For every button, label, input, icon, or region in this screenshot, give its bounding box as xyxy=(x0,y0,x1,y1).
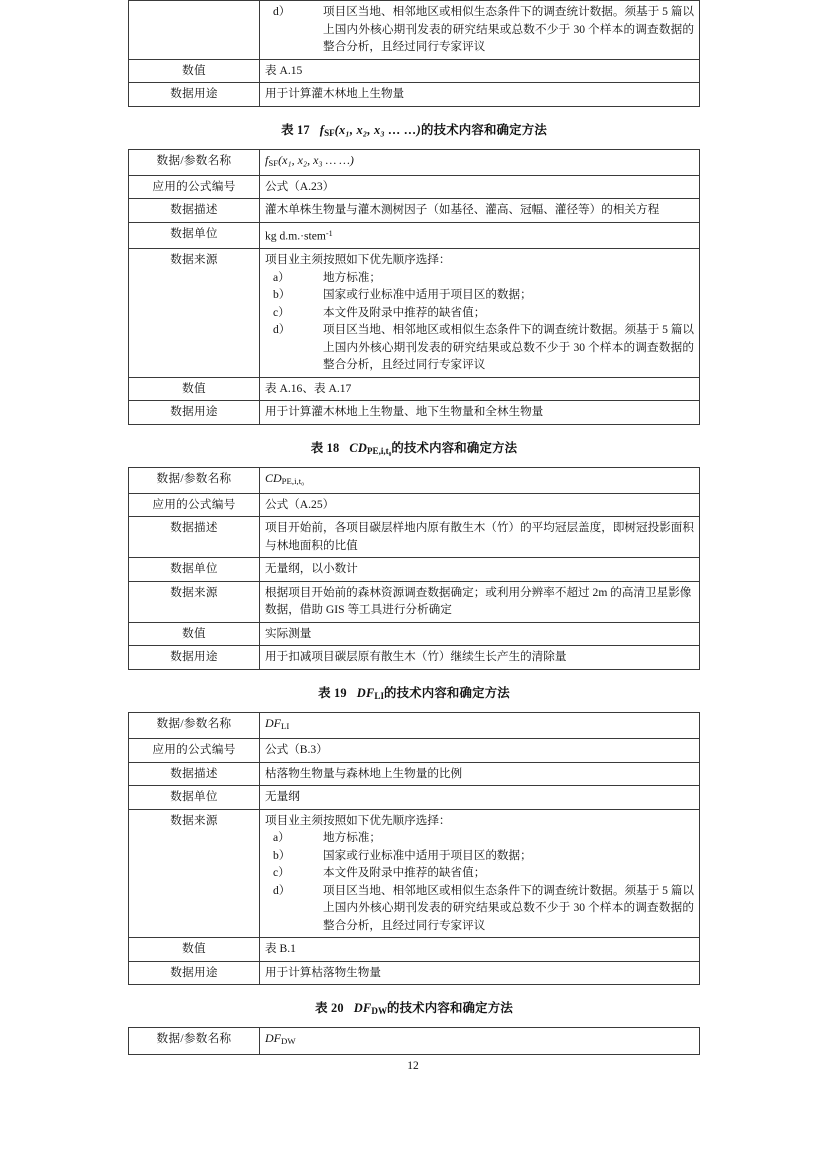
cell-value: 表 A.16、表 A.17 xyxy=(260,377,700,401)
cell-label-unit: 数据单位 xyxy=(129,558,260,582)
cell-label-name: 数据/参数名称 xyxy=(129,712,260,738)
caption-tail: 的技术内容和确定方法 xyxy=(383,685,510,700)
caption-number: 表 20 xyxy=(315,1001,344,1016)
list-marker: a） xyxy=(273,270,290,284)
caption-number: 表 19 xyxy=(318,685,347,700)
parameter-symbol: $DF_{DW}$ xyxy=(265,1031,296,1047)
list-text: 地方标准； xyxy=(323,831,381,845)
list-text: 项目区当地、相邻地区或相似生态条件下的调查统计数据。须基于 5 篇以上国内外核心期刊发表的研究结果或总数不少于 30 个样本的调查数据的整合分析，且经过同行专家评议 xyxy=(323,323,695,372)
cell-label-name: 数据/参数名称 xyxy=(129,467,260,493)
table-row xyxy=(129,377,700,401)
list-marker: d） xyxy=(273,883,291,897)
list-marker: c） xyxy=(273,866,290,880)
table-row xyxy=(129,581,700,622)
cell-unit: kg d.m.·stem$^{-1}$ xyxy=(260,222,700,248)
cell-usage: 用于扣减项目碳层原有散生木（竹）继续生长产生的清除量 xyxy=(260,646,700,670)
table-row xyxy=(129,712,700,738)
table-row xyxy=(129,199,700,223)
list-item xyxy=(265,304,694,322)
table-row xyxy=(129,809,700,938)
table-row xyxy=(129,222,700,248)
list-text: 国家或行业标准中适用于项目区的数据； xyxy=(323,848,532,862)
caption-symbol: $DF_{LI}$ xyxy=(356,685,384,701)
caption-tail: 的技术内容和确定方法 xyxy=(391,440,518,455)
list-item xyxy=(265,286,694,304)
list-item xyxy=(265,321,694,374)
table-row xyxy=(129,786,700,810)
cell-label-value: 数值 xyxy=(129,377,260,401)
cell-formula-no: 公式（A.25） xyxy=(260,493,700,517)
cell-label-usage: 数据用途 xyxy=(129,646,260,670)
table-row xyxy=(129,1,700,60)
cell-label-formula-no: 应用的公式编号 xyxy=(129,493,260,517)
caption-symbol: $CD_{PE,i,t_0}$ xyxy=(349,440,392,456)
cell-label-usage: 数据用途 xyxy=(129,961,260,985)
table-row xyxy=(129,517,700,558)
list-text: 项目区当地、相邻地区或相似生态条件下的调查统计数据。须基于 5 篇以上国内外核心期刊发表的研究结果或总数不少于 30 个样本的调查数据的整合分析，且经过同行专家评议 xyxy=(323,883,695,932)
caption-number: 表 18 xyxy=(310,440,340,455)
cell-usage: 用于计算灌木林地上生物量 xyxy=(260,83,700,107)
cell-label-usage: 数据用途 xyxy=(129,401,260,425)
page-number: 12 xyxy=(407,1060,419,1072)
cell-source-item-d xyxy=(260,1,700,60)
cell-formula-no: 公式（A.23） xyxy=(260,175,700,199)
table-row xyxy=(129,961,700,985)
list-item xyxy=(265,882,694,935)
list-text: 项目区当地、相邻地区或相似生态条件下的调查统计数据。须基于 5 篇以上国内外核心期刊发表的研究结果或总数不少于 30 个样本的调查数据的整合分析，且经过同行专家评议 xyxy=(323,5,695,53)
table-row xyxy=(129,646,700,670)
caption-tail: 的技术内容和确定方法 xyxy=(387,1001,513,1016)
parameter-symbol: $f_{SF}(x_1$, x₂, x₃ … …) xyxy=(265,152,354,168)
caption-tail: 的技术内容和确定方法 xyxy=(421,122,547,137)
cell-formula-no: 公式（B.3） xyxy=(260,739,700,763)
table-row xyxy=(129,622,700,646)
parameter-symbol: $DF_{LI}$ xyxy=(265,715,290,731)
cell-name xyxy=(260,712,700,738)
list-marker: a） xyxy=(273,831,290,845)
cell-value: 实际测量 xyxy=(260,622,700,646)
cell-label-usage: 数据用途 xyxy=(129,83,260,107)
cell-value: 表 B.1 xyxy=(260,938,700,962)
cell-label-unit: 数据单位 xyxy=(129,786,260,810)
cell-label-formula-no: 应用的公式编号 xyxy=(129,739,260,763)
cell-unit: 无量纲 xyxy=(260,786,700,810)
table-18 xyxy=(128,467,700,670)
cell-unit: 无量纲，以小数计 xyxy=(260,558,700,582)
cell-label-description: 数据描述 xyxy=(129,517,260,558)
table-row xyxy=(129,938,700,962)
table-row xyxy=(129,249,700,378)
caption-table-20 xyxy=(128,985,700,1027)
cell-description: 枯落物生物量与森林地上生物量的比例 xyxy=(260,762,700,786)
page-content xyxy=(128,0,700,1055)
table-row xyxy=(129,401,700,425)
cell-name xyxy=(260,467,700,493)
table-row xyxy=(129,762,700,786)
source-intro: 项目业主须按照如下优先顺序选择： xyxy=(265,813,451,827)
cell-name xyxy=(260,1028,700,1054)
list-item xyxy=(265,847,694,865)
cell-value: 表 A.15 xyxy=(260,59,700,83)
table-row xyxy=(129,558,700,582)
cell-source xyxy=(260,809,700,938)
table-row xyxy=(129,59,700,83)
parameter-symbol: $CD_{PE,i,t_0}$ xyxy=(265,470,305,486)
caption-table-18 xyxy=(128,425,700,467)
list-text: 国家或行业标准中适用于项目区的数据； xyxy=(323,288,532,302)
source-list xyxy=(265,829,694,934)
cell-label-name: 数据/参数名称 xyxy=(129,1028,260,1054)
list-marker: b） xyxy=(273,848,291,862)
cell-label-unit: 数据单位 xyxy=(129,222,260,248)
cell-usage: 用于计算灌木林地上生物量、地下生物量和全林生物量 xyxy=(260,401,700,425)
table-row xyxy=(129,175,700,199)
cell-label-value: 数值 xyxy=(129,59,260,83)
list-marker: d） xyxy=(273,323,291,337)
caption-table-19 xyxy=(128,670,700,712)
table-19 xyxy=(128,712,700,985)
cell-label-source: 数据来源 xyxy=(129,809,260,938)
cell-label-name: 数据/参数名称 xyxy=(129,149,260,175)
list-item xyxy=(265,3,694,56)
cell-label-formula-no: 应用的公式编号 xyxy=(129,175,260,199)
list-text: 本文件及附录中推荐的缺省值； xyxy=(323,305,486,319)
cell-label-value: 数值 xyxy=(129,938,260,962)
list-item xyxy=(265,829,694,847)
list-marker: d） xyxy=(273,5,291,18)
list-marker: b） xyxy=(273,288,291,302)
table-17 xyxy=(128,149,700,425)
cell-label-description: 数据描述 xyxy=(129,762,260,786)
caption-number: 表 17 xyxy=(281,122,310,137)
source-intro: 项目业主须按照如下优先顺序选择： xyxy=(265,253,451,267)
source-list xyxy=(265,269,694,374)
list-item xyxy=(265,864,694,882)
table-row xyxy=(129,467,700,493)
table-row xyxy=(129,83,700,107)
cell-name xyxy=(260,149,700,175)
cell-label-source: 数据来源 xyxy=(129,581,260,622)
cell-usage: 用于计算枯落物生物量 xyxy=(260,961,700,985)
cell-label-source: 数据来源 xyxy=(129,249,260,378)
cell-description: 灌木单株生物量与灌木测树因子（如基径、灌高、冠幅、灌径等）的相关方程 xyxy=(260,199,700,223)
cell-source: 根据项目开始前的森林资源调查数据确定；或利用分辨率不超过 2m 的高清卫星影像数据，借助 GIS 等工具进行分析确定 xyxy=(260,581,700,622)
cell-label-empty xyxy=(129,1,260,60)
table-continuation-previous xyxy=(128,0,700,107)
cell-label-value: 数值 xyxy=(129,622,260,646)
list-text: 地方标准； xyxy=(323,270,381,284)
table-row xyxy=(129,149,700,175)
caption-symbol: $f_{SF}(x_1$, x₂, x₃ … …) xyxy=(319,122,422,138)
cell-source xyxy=(260,249,700,378)
list-item xyxy=(265,269,694,287)
table-20 xyxy=(128,1027,700,1054)
cell-label-description: 数据描述 xyxy=(129,199,260,223)
caption-table-17 xyxy=(128,107,700,149)
list-text: 本文件及附录中推荐的缺省值； xyxy=(323,866,486,880)
table-row xyxy=(129,739,700,763)
list-marker: c） xyxy=(273,305,290,319)
table-row xyxy=(129,493,700,517)
table-row xyxy=(129,1028,700,1054)
caption-symbol: $DF_{DW}$ xyxy=(353,1001,387,1017)
cell-description: 项目开始前，各项目碳层样地内原有散生木（竹）的平均冠层盖度，即树冠投影面积与林地面积的比值 xyxy=(260,517,700,558)
